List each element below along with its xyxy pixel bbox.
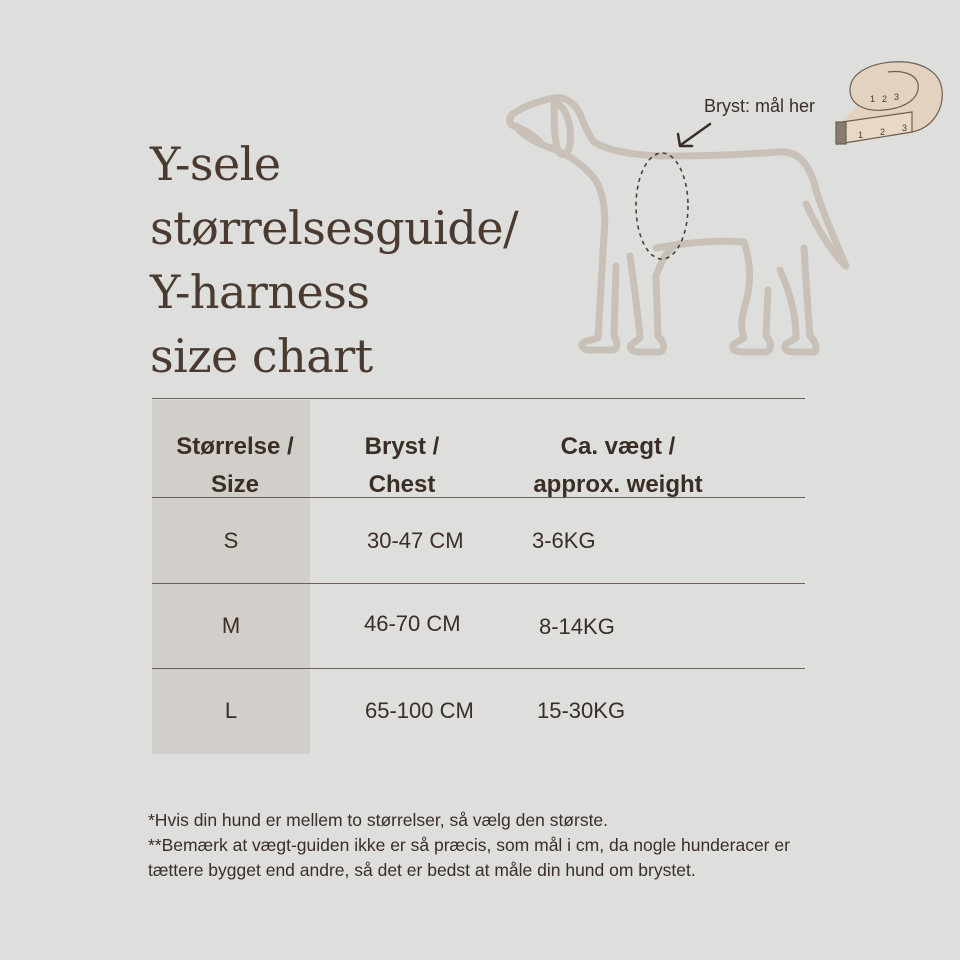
tape-number: 3 (894, 92, 900, 102)
header-chest-line-1: Bryst / (364, 433, 440, 460)
footnote-2-continued: tættere bygget end andre, så det er bedst at måle din hund om brystet. (148, 860, 696, 880)
title-line-4: size chart (150, 329, 373, 383)
page-title (150, 132, 550, 388)
row-m-weight: 8-14KG (539, 614, 615, 639)
footnote-2: **Bemærk at vægt-guiden ikke er så præcis, som mål i cm, da nogle hunderacer er (148, 835, 790, 855)
table-row-rule (152, 668, 805, 669)
row-l-size: L (224, 698, 238, 723)
tape-number: 1 (858, 130, 864, 140)
row-s-chest: 30-47 CM (367, 528, 464, 553)
row-l-chest: 65-100 CM (365, 698, 474, 723)
table-row-rule (152, 583, 805, 584)
tape-number: 3 (902, 123, 908, 133)
header-size (152, 428, 318, 504)
arrow-icon (672, 118, 716, 152)
chest-measure-label: Bryst: mål her (704, 96, 816, 116)
footnotes (148, 808, 938, 883)
header-chest (340, 428, 464, 504)
title-line-3: Y-harness (150, 265, 370, 319)
header-weight-line-2: approx. weight (533, 471, 703, 498)
row-s-size: S (223, 528, 239, 553)
title-line-2: størrelsesguide/ (150, 201, 519, 255)
row-l-weight: 15-30KG (537, 698, 626, 723)
row-m-chest: 46-70 CM (364, 611, 461, 636)
tape-number: 2 (880, 127, 886, 137)
header-weight (506, 428, 730, 504)
header-weight-line-1: Ca. vægt / (560, 433, 676, 460)
tape-number: 1 (870, 94, 876, 104)
measuring-tape-icon (828, 56, 946, 152)
row-m-size: M (221, 613, 241, 638)
title-line-1: Y-sele (150, 137, 281, 191)
table-top-rule (152, 398, 805, 399)
header-chest-line-2: Chest (368, 471, 436, 498)
header-size-line-2: Size (210, 471, 260, 498)
tape-number: 2 (882, 94, 888, 104)
footnote-1: *Hvis din hund er mellem to størrelser, så vælg den største. (148, 810, 609, 830)
header-size-line-1: Størrelse / (176, 433, 294, 460)
row-s-weight: 3-6KG (532, 528, 596, 553)
